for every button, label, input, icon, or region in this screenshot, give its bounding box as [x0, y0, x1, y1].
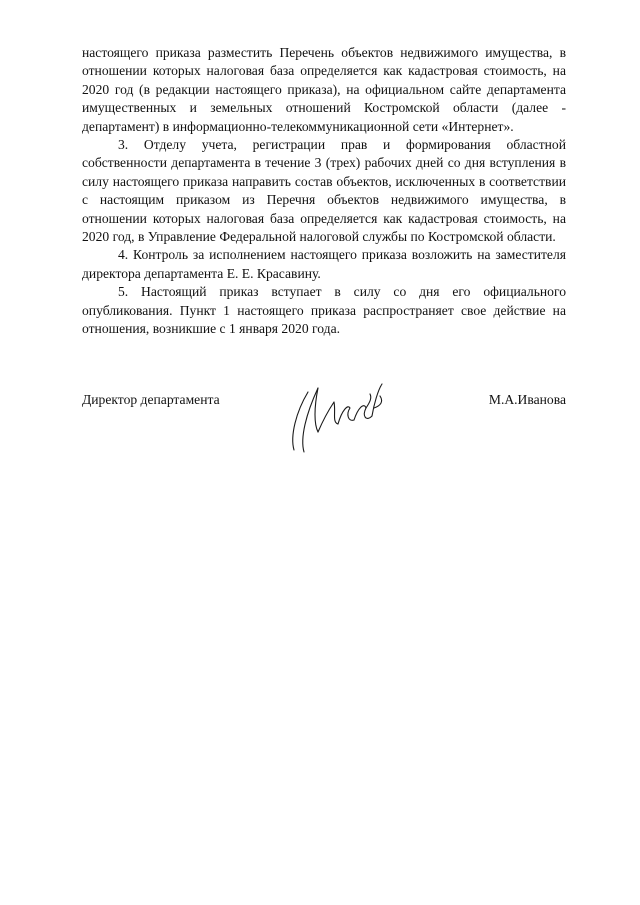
signatory-name: М.А.Иванова	[488, 392, 566, 407]
paragraph-item-4: 4. Контроль за исполнением настоящего приказа возложить на заместителя директора департамента Е. Е. Красавину.	[82, 247, 566, 281]
paragraph-item-5: 5. Настоящий приказ вступает в силу со дня его официального опубликования. Пункт 1 настоящего приказа распространяет свое действие на отношения, возникшие с 1 января 2020 года.	[82, 284, 566, 337]
paragraph-item-3: 3. Отделу учета, регистрации прав и формирования областной собственности департамента в течение 3 (трех) рабочих дней со дня вступления в силу настоящего приказа направить состав объектов, исключенных в соответствии с настоящим приказом из Перечня объектов недвижимого имущества, в отношении которых налоговая база определяется как кадастровая стоимость, на 2020 год, в Управление Федеральной налоговой службы по Костромской области.	[82, 137, 566, 245]
handwritten-signature	[280, 378, 392, 458]
signature-block	[82, 392, 566, 482]
signatory-title: Директор департамента	[82, 392, 220, 407]
paragraph-continuation: настоящего приказа разместить Перечень объектов недвижимого имущества, в отношении которых налоговая база определяется как кадастровая стоимость, на 2020 год (в редакции настоящего приказа), на официальном сайте департамента имущественных и земельных отношений Костромской области (далее - департамент) в информационно-телекоммуникационной сети «Интернет».	[82, 45, 566, 134]
document-body	[82, 44, 566, 339]
